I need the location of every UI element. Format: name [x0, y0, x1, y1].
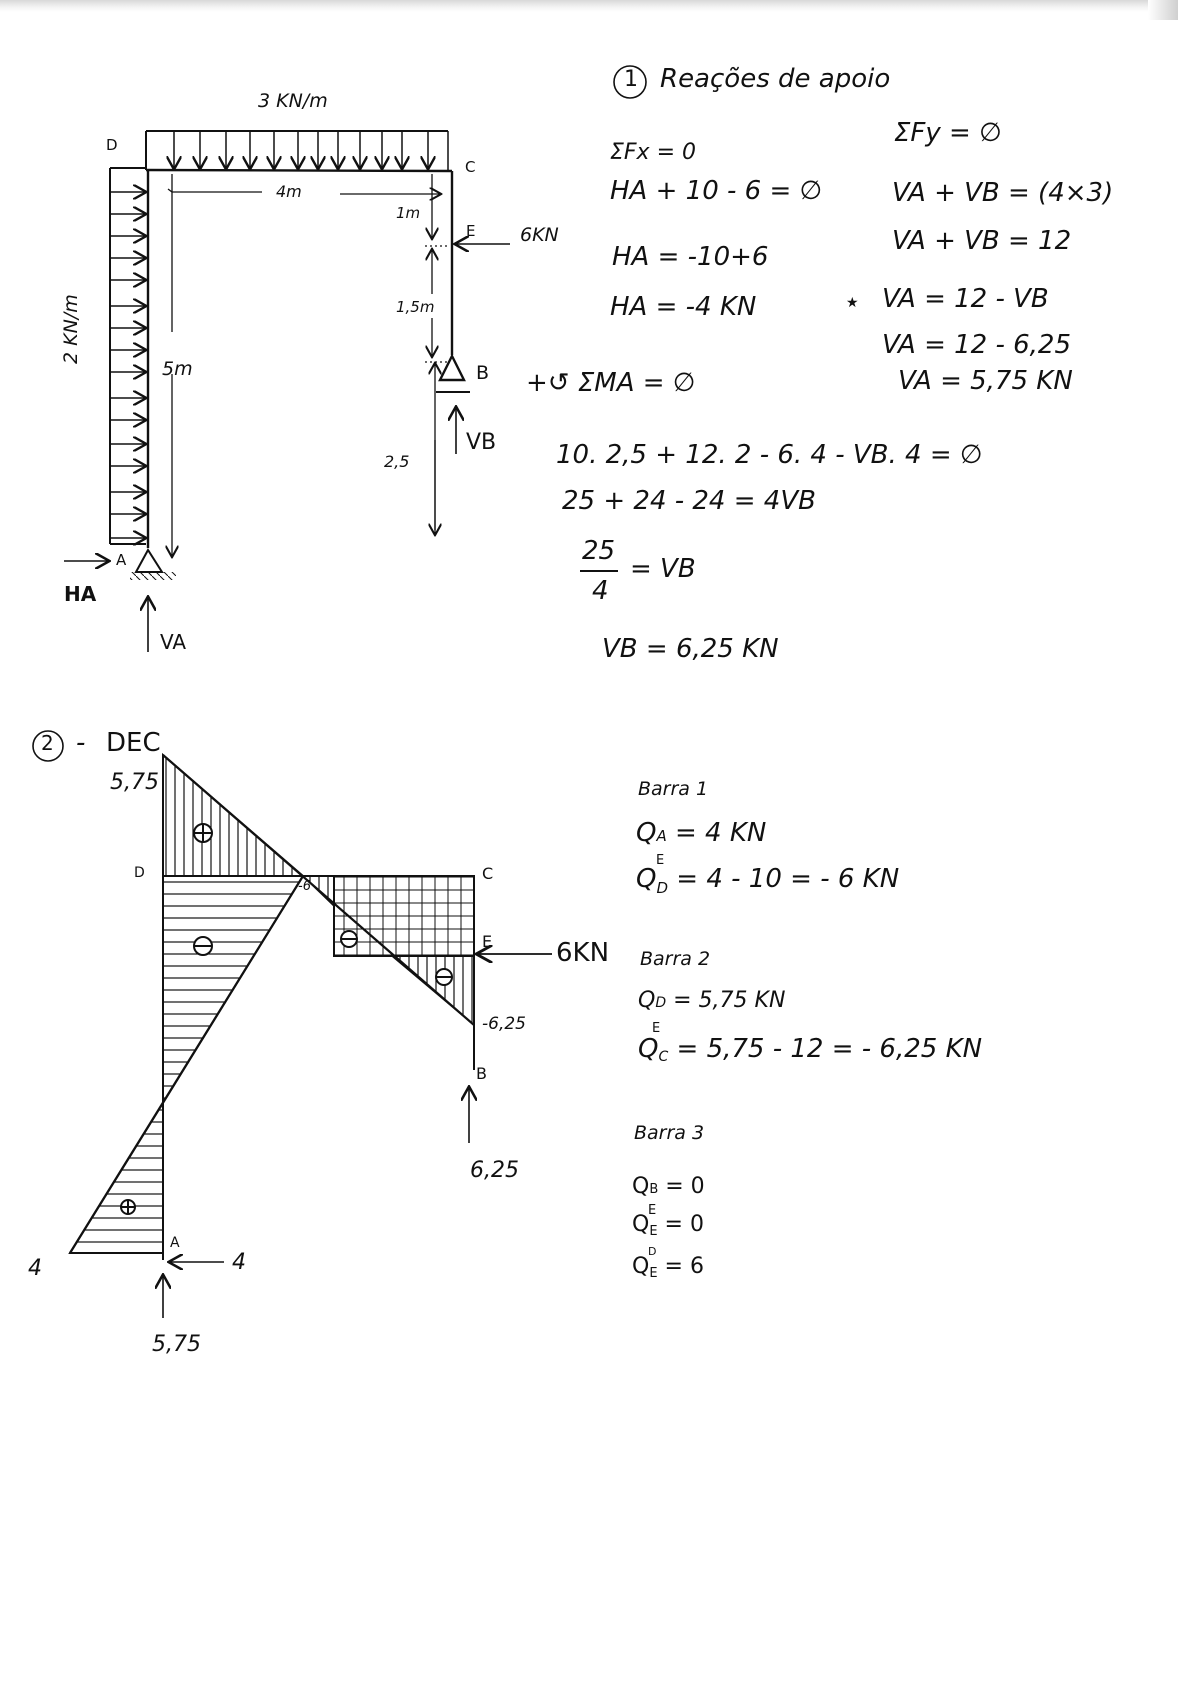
fraction-numerator: 25: [582, 536, 616, 566]
diagram-label-d: D: [134, 865, 145, 881]
point-load-label: 6KN: [520, 224, 559, 246]
diagram-label-b: B: [476, 1064, 487, 1083]
sum-fy-result: VA = 5,75 KN: [898, 366, 1073, 396]
q-subscript: D: [655, 995, 667, 1011]
q-superscript: E: [652, 1021, 661, 1036]
barra-line: [632, 1176, 705, 1198]
reaction-vb: VB: [466, 430, 497, 455]
q-expression: = 4 KN: [675, 818, 767, 848]
sum-fx-line: HA = -10+6: [612, 242, 769, 272]
sum-fx-line: ΣFx = 0: [610, 140, 696, 165]
q-symbol: Q: [632, 1174, 650, 1199]
reaction-b-value: 6,25: [470, 1158, 519, 1183]
star-icon: ★: [846, 295, 859, 311]
barra-line: [636, 853, 900, 897]
q-subscript: E: [649, 1266, 658, 1281]
barra-title: Barra 3: [634, 1122, 705, 1144]
node-label-e: E: [466, 222, 476, 240]
q-symbol: Q: [632, 1254, 650, 1279]
q-superscript: D: [648, 1245, 657, 1258]
moment-header: +↺ ΣMA = ∅: [526, 368, 696, 398]
section-1-number: 1: [624, 67, 638, 92]
frame-structure: [60, 131, 510, 652]
barra-line: [632, 1203, 704, 1239]
section-2-number: 2: [41, 731, 54, 755]
section-2-dash: -: [76, 728, 86, 758]
sum-fy-line: VA = 12 - VB: [882, 284, 1049, 314]
diagram-label-a: A: [170, 1235, 180, 1251]
shear-diagram: [70, 755, 552, 1318]
q-expression: = 4 - 10 = - 6 KN: [676, 864, 900, 894]
q-subscript: D: [656, 879, 669, 897]
barra-line: [636, 820, 766, 846]
node-label-a: A: [116, 551, 127, 569]
barra-line: [638, 990, 785, 1012]
dim-below-b: 2,5: [384, 452, 410, 471]
q-expression: = 6: [664, 1254, 704, 1279]
shear-value-right: -6,25: [482, 1014, 526, 1034]
sum-fx-result: HA = -4 KN: [610, 292, 757, 322]
diagram-label-c: C: [482, 864, 494, 883]
sum-fx-line: HA + 10 - 6 = ∅: [610, 176, 823, 206]
q-superscript: E: [648, 1203, 657, 1218]
fraction-denominator: 4: [592, 576, 609, 606]
fraction-rhs: = VB: [630, 554, 696, 584]
load-top-label: 3 KN/m: [258, 90, 328, 112]
moment-line: 10. 2,5 + 12. 2 - 6. 4 - VB. 4 = ∅: [556, 440, 983, 470]
top-load-arrows: [174, 131, 448, 170]
q-expression: = 0: [665, 1174, 705, 1199]
plus-sign-icon: [121, 1200, 135, 1214]
q-symbol: Q: [638, 988, 656, 1013]
diagram-label-e: E: [482, 932, 493, 951]
sum-fy-line: VA + VB = 12: [892, 226, 1072, 256]
reaction-ha: HA: [64, 582, 97, 606]
q-symbol: Q: [636, 864, 657, 894]
q-symbol: Q: [638, 1034, 659, 1064]
q-expression: = 5,75 KN: [673, 988, 786, 1013]
section-2-title: DEC: [106, 728, 161, 758]
shear-value-top: 5,75: [110, 770, 159, 795]
shear-value-bottom-left: 4: [28, 1256, 42, 1281]
barra-title: Barra 1: [638, 778, 709, 800]
dim-ce: 1m: [396, 204, 421, 222]
dim-eb: 1,5m: [396, 298, 435, 316]
diagram-point-load: 6KN: [556, 938, 610, 968]
sum-fy-line: VA = 12 - 6,25: [882, 330, 1072, 360]
moment-line: 25 + 24 - 24 = 4VB: [562, 486, 816, 516]
node-label-d: D: [106, 136, 118, 154]
load-left-label: 2 KN/m: [60, 294, 82, 364]
minus-sign-icon: [436, 969, 452, 985]
plus-sign-icon: [194, 824, 212, 842]
minus-sign-icon: [341, 931, 357, 947]
dim-horizontal: 4m: [276, 182, 302, 201]
q-subscript: C: [658, 1049, 669, 1065]
barra-line: [638, 1021, 983, 1065]
q-symbol: Q: [632, 1212, 650, 1237]
q-superscript: E: [656, 853, 665, 868]
section-1-title: Reações de apoio: [660, 64, 891, 94]
shear-cross-label: -6: [298, 879, 311, 894]
minus-sign-icon: [194, 937, 212, 955]
barra-title: Barra 2: [640, 948, 711, 970]
vb-result: VB = 6,25 KN: [602, 634, 779, 664]
q-subscript: B: [649, 1182, 659, 1197]
q-expression: = 0: [664, 1212, 704, 1237]
reaction-a-horizontal: 4: [232, 1250, 246, 1275]
left-load-arrows: [110, 192, 145, 538]
node-label-b: B: [476, 362, 490, 384]
dim-left: 5m: [162, 358, 193, 380]
sum-fy-line: ΣFy = ∅: [894, 118, 1002, 148]
q-subscript: E: [649, 1224, 658, 1239]
sum-fy-line: VA + VB = (4×3): [892, 178, 1114, 208]
node-label-c: C: [465, 158, 476, 176]
q-expression: = 5,75 - 12 = - 6,25 KN: [676, 1034, 983, 1064]
reaction-va: VA: [160, 630, 187, 654]
q-symbol: Q: [636, 818, 657, 848]
barra-line: [632, 1245, 704, 1281]
q-subscript: A: [656, 827, 667, 845]
reaction-a-vertical: 5,75: [152, 1332, 201, 1357]
